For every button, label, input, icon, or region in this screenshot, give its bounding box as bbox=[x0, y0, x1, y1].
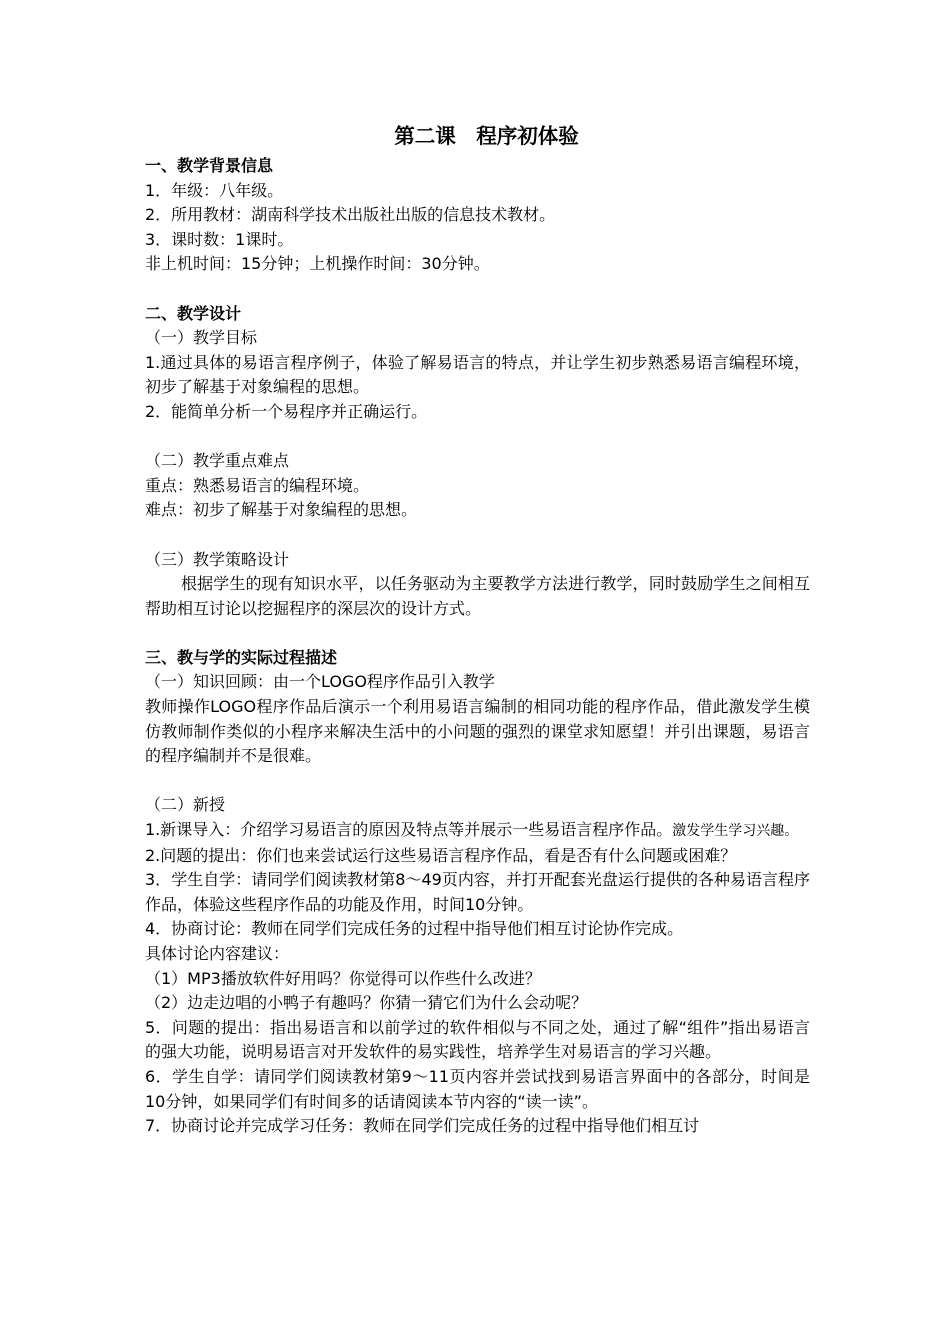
section-heading-background: 一、教学背景信息 bbox=[145, 156, 274, 175]
subheading-new-lesson: （二）新授 bbox=[145, 795, 226, 815]
class-hours-line: 3．课时数：1课时。 bbox=[145, 229, 294, 249]
key-point-line: 重点：熟悉易语言的编程环境。 bbox=[145, 475, 370, 495]
blank-line bbox=[145, 277, 810, 302]
discussion-question-1: （1）MP3播放软件好用吗？你觉得可以作些什么改进？ bbox=[145, 968, 541, 988]
textbook-line: 2．所用教材：湖南科学技术出版社出版的信息技术教材。 bbox=[145, 205, 556, 225]
lesson-item-1-text: 1.新课导入：介绍学习易语言的原因及特点等并展示一些易语言程序作品。 bbox=[145, 820, 673, 840]
strategy-paragraph: 根据学生的现有知识水平，以任务驱动为主要教学方法进行教学，同时鼓励学生之间相互帮助相互讨论以挖掘程序的深层次的设计方式。 bbox=[145, 574, 810, 618]
subheading-goals: （一）教学目标 bbox=[145, 328, 258, 348]
review-paragraph: 教师操作LOGO程序作品后演示一个利用易语言编制的相同功能的程序作品，借此激发学生模仿教师制作类似的小程序来解决生活中的小问题的强烈的课堂求知愿望！并引出课题，易语言的程序编制并不是很难。 bbox=[145, 697, 810, 766]
page-title: 第二课 程序初体验 bbox=[394, 124, 579, 148]
goal-item-2: 2．能简单分析一个易程序并正确运行。 bbox=[145, 401, 428, 421]
document-body bbox=[145, 118, 810, 1139]
lesson-item-5: 5．问题的提出：指出易语言和以前学过的软件相似与不同之处，通过了解“组件”指出易语言的强大功能，说明易语言对开发软件的易实践性，培养学生对易语言的学习兴趣。 bbox=[145, 1017, 810, 1062]
lesson-item-2: 2.问题的提出：你们也来尝试运行这些易语言程序作品，看是否有什么问题或困难？ bbox=[145, 845, 737, 865]
discussion-question-2: （2）边走边唱的小鸭子有趣吗？你猜一猜它们为什么会动呢？ bbox=[145, 993, 588, 1013]
discussion-intro: 具体讨论内容建议： bbox=[145, 944, 290, 963]
section-heading-process: 三、教与学的实际过程描述 bbox=[145, 647, 338, 667]
blank-line bbox=[145, 621, 810, 646]
subheading-review: （一）知识回顾：由一个LOGO程序作品引入教学 bbox=[145, 672, 495, 692]
lesson-item-7: 7．协商讨论并完成学习任务：教师在同学们完成任务的过程中指导他们相互讨 bbox=[145, 1116, 700, 1136]
grade-line: 1．年级：八年级。 bbox=[145, 180, 284, 200]
subheading-strategy: （三）教学策略设计 bbox=[145, 549, 290, 569]
blank-line bbox=[145, 425, 810, 450]
section-heading-design: 二、教学设计 bbox=[145, 303, 242, 323]
lesson-item-6: 6．学生自学：请同学们阅读教材第9～11页内容并尝试找到易语言界面中的各部分，时间是10分钟，如果同学们有时间多的话请阅读本节内容的“读一读”。 bbox=[145, 1066, 810, 1111]
lesson-item-1 bbox=[145, 818, 810, 844]
subheading-key-points: （二）教学重点难点 bbox=[145, 451, 290, 471]
goal-item-1: 1.通过具体的易语言程序例子，体验了解易语言的特点，并让学生初步熟悉易语言编程环境，初步了解基于对象编程的思想。 bbox=[145, 352, 810, 397]
lesson-item-1-tail: 激发学生学习兴趣。 bbox=[672, 823, 799, 840]
blank-line bbox=[145, 769, 810, 794]
difficulty-line: 难点：初步了解基于对象编程的思想。 bbox=[145, 500, 418, 520]
lesson-item-4: 4．协商讨论：教师在同学们完成任务的过程中指导他们相互讨论协作完成。 bbox=[145, 919, 684, 939]
lesson-item-3: 3．学生自学：请同学们阅读教材第8～49页内容，并打开配套光盘运行提供的各种易语言程序作品，体验这些程序作品的功能及作用，时间10分钟。 bbox=[145, 870, 810, 914]
time-allocation-line: 非上机时间：15分钟；上机操作时间：30分钟。 bbox=[145, 254, 490, 274]
blank-line bbox=[145, 523, 810, 548]
